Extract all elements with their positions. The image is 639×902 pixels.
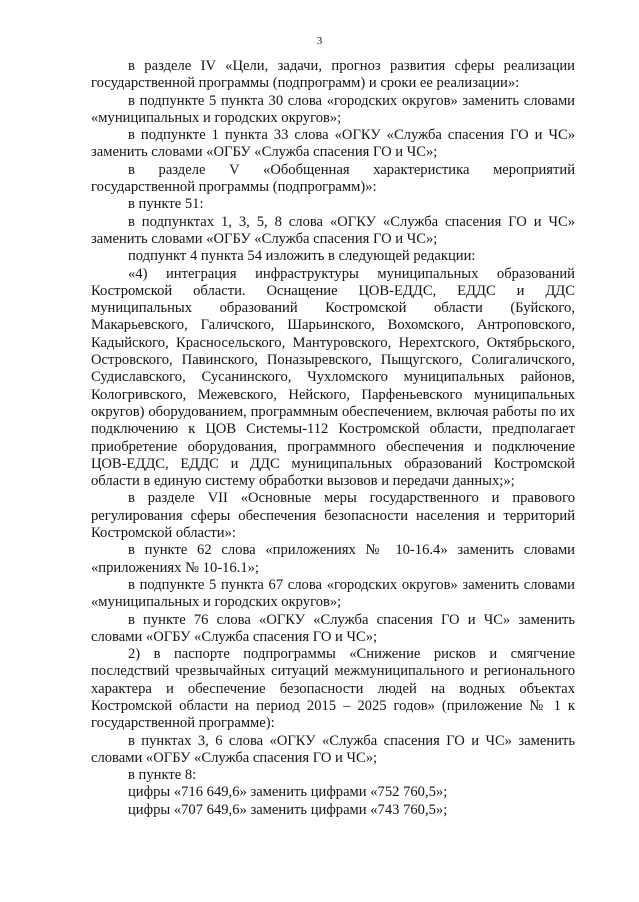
paragraph: в пункте 76 слова «ОГКУ «Служба спасения ГО и ЧС» заменить словами «ОГБУ «Служба спасения ГО и ЧС»; <box>91 611 575 645</box>
paragraph: в разделе V «Обобщенная характеристика мероприятий государственной программы (подпрограмм)»: <box>91 161 575 196</box>
paragraph: цифры «707 649,6» заменить цифрами «743 760,5»; <box>128 801 448 818</box>
paragraph: в разделе VII «Основные меры государственного и правового регулирования сферы обеспечения безопасности населения и территорий Костромской области»: <box>91 490 575 542</box>
paragraph: в подпункте 5 пункта 30 слова «городских округов» заменить словами «муниципальных и городских округов»; <box>91 92 575 126</box>
paragraph: цифры «716 649,6» заменить цифрами «752 760,5»; <box>128 784 448 801</box>
document-body <box>91 58 575 819</box>
paragraph: в пункте 51: <box>128 196 204 213</box>
paragraph: «4) интеграция инфраструктуры муниципальных образований Костромской области. Оснащение ЦОВ-ЕДДС, ЕДДС и ДДС муниципальных образований Костромской области (Буйского, Макарьевского, Галичского, Шарьинского, Вохомского, Антроповского, Кадыйского, Красносельского, Мантуровского, Нерехтского, Октябрьского, Островского, Павинского, Поназыревского, Пыщугского, Солигаличского, Судиславского, Сусанинского, Чухломского муниципальных районов, Кологривского, Межевского, Нейского, Парфеньевского муниципальных округов) оборудованием, программным обеспечением, включая работы по их подключению к ЦОВ Системы-112 Костромской области, предполагает приобретение оборудования, программного обеспечения и подключение ЦОВ-ЕДДС, ЕДДС и ДДС муниципальных образований Костромской области в единую систему обработки вызовов и передачи данных;»; <box>91 265 575 490</box>
paragraph: 2) в паспорте подпрограммы «Снижение рисков и смягчение последствий чрезвычайных ситуаций межмуниципального и регионального характера и обеспечение безопасности людей на водных объектах Костромской области на период 2015 – 2025 годов» (приложение № 1 к государственной программе): <box>91 646 575 732</box>
paragraph: в подпунктах 1, 3, 5, 8 слова «ОГКУ «Служба спасения ГО и ЧС» заменить словами «ОГБУ «Служба спасения ГО и ЧС»; <box>91 213 575 247</box>
paragraph: в пунктах 3, 6 слова «ОГКУ «Служба спасения ГО и ЧС» заменить словами «ОГБУ «Служба спасения ГО и ЧС»; <box>91 732 575 766</box>
paragraph: в пункте 8: <box>128 767 197 784</box>
paragraph: в подпункте 5 пункта 67 слова «городских округов» заменить словами «муниципальных и городских округов»; <box>91 576 575 611</box>
paragraph: в подпункте 1 пункта 33 слова «ОГКУ «Служба спасения ГО и ЧС» заменить словами «ОГБУ «Служба спасения ГО и ЧС»; <box>91 127 575 161</box>
page-number: 3 <box>316 35 323 47</box>
paragraph: в пункте 62 слова «приложениях № 10-16.4» заменить словами «приложениях № 10-16.1»; <box>91 542 575 576</box>
paragraph: подпункт 4 пункта 54 изложить в следующей редакции: <box>128 248 476 265</box>
paragraph: в разделе IV «Цели, задачи, прогноз развития сферы реализации государственной программы (подпрограмм) и сроки ее реализации»: <box>91 58 575 92</box>
